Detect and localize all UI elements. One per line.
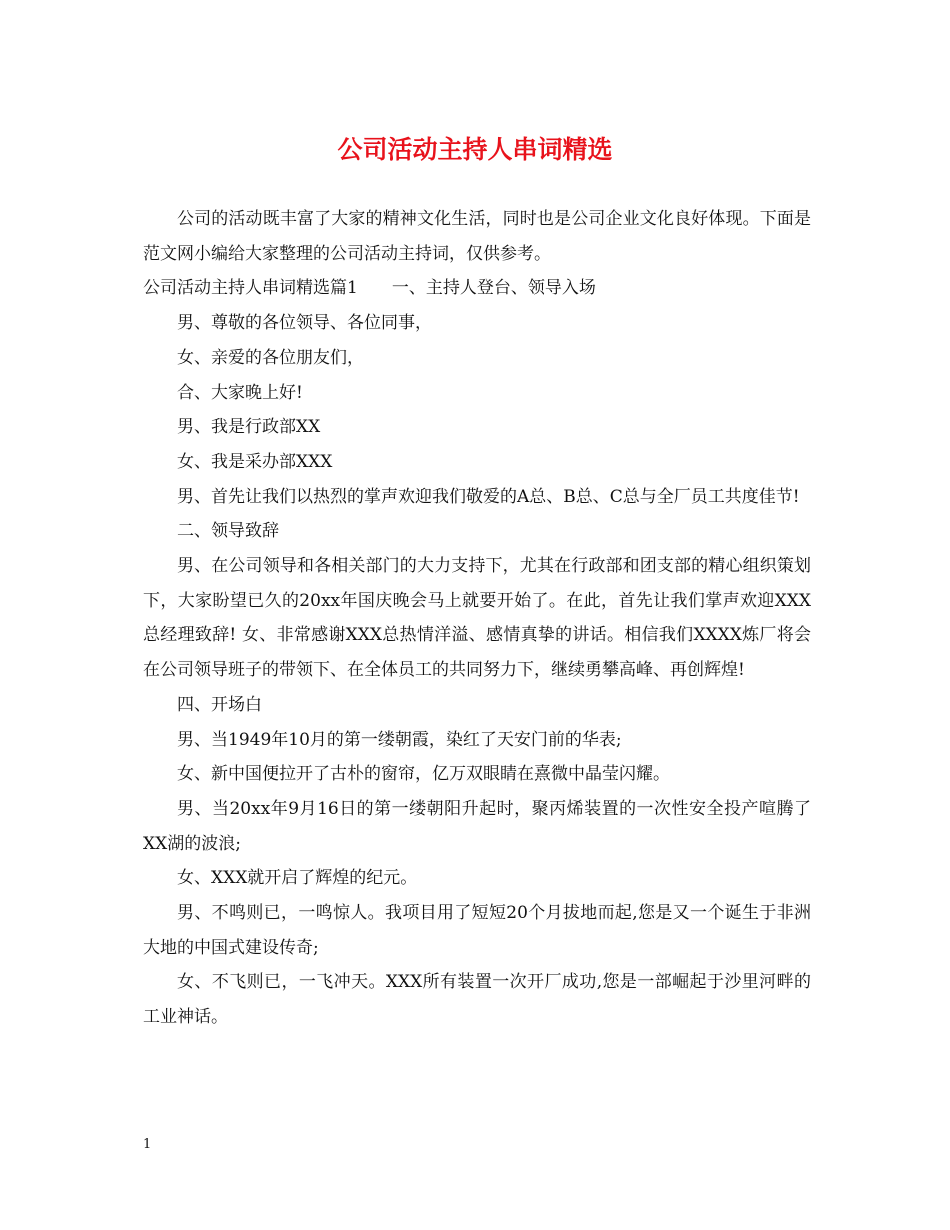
- body-paragraph: 女、XXX就开启了辉煌的纪元。: [177, 868, 418, 889]
- document-body: [143, 202, 811, 1035]
- body-paragraph: 四、开场白: [177, 694, 262, 715]
- body-paragraph: 公司活动主持人串词精选篇1 一、主持人登台、领导入场: [143, 278, 596, 299]
- body-paragraph: 女、亲爱的各位朋友们，: [177, 347, 364, 368]
- body-paragraph: 女、我是采办部XXX: [177, 451, 333, 472]
- body-paragraph: 男、当20xx年9月16日的第一缕朝阳升起时，聚丙烯装置的一次性安全投产喧腾了XX湖的波浪;: [143, 798, 811, 854]
- body-paragraph: 男、我是行政部XX: [177, 417, 321, 438]
- body-paragraph: 公司的活动既丰富了大家的精神文化生活，同时也是公司企业文化良好体现。下面是范文网小编给大家整理的公司活动主持词，仅供参考。: [143, 209, 811, 264]
- body-paragraph: 男、首先让我们以热烈的掌声欢迎我们敬爱的A总、B总、C总与全厂员工共度佳节!: [177, 486, 800, 507]
- body-paragraph: 女、不飞则已，一飞冲天。XXX所有装置一次开厂成功,您是一部崛起于沙里河畔的工业神话。: [143, 972, 811, 1028]
- page-number: 1: [143, 1137, 152, 1152]
- body-paragraph: 男、当1949年10月的第一缕朝霞，染红了天安门前的华表;: [177, 729, 622, 750]
- document-title: 公司活动主持人串词精选: [337, 135, 613, 164]
- body-paragraph: 男、不鸣则已，一鸣惊人。我项目用了短短20个月拔地而起,您是又一个诞生于非洲大地的中国式建设传奇;: [143, 903, 811, 958]
- body-paragraph: 女、新中国便拉开了古朴的窗帘，亿万双眼睛在熹微中晶莹闪耀。: [177, 764, 670, 785]
- body-paragraph: 二、领导致辞: [177, 521, 279, 542]
- body-paragraph: 男、在公司领导和各相关部门的大力支持下，尤其在行政部和团支部的精心组织策划下，大家盼望已久的20xx年国庆晚会马上就要开始了。在此，首先让我们掌声欢迎XXX总经理致辞! 女、非常感谢XXX总热情洋溢、感情真挚的讲话。相信我们XXXX炼厂将会在公司领导班子的带领下、在全体员工的共同努力下，继续勇攀高峰、再创辉煌!: [143, 556, 811, 681]
- body-paragraph: 合、大家晚上好!: [177, 382, 303, 403]
- body-paragraph: 男、尊敬的各位领导、各位同事，: [177, 313, 432, 334]
